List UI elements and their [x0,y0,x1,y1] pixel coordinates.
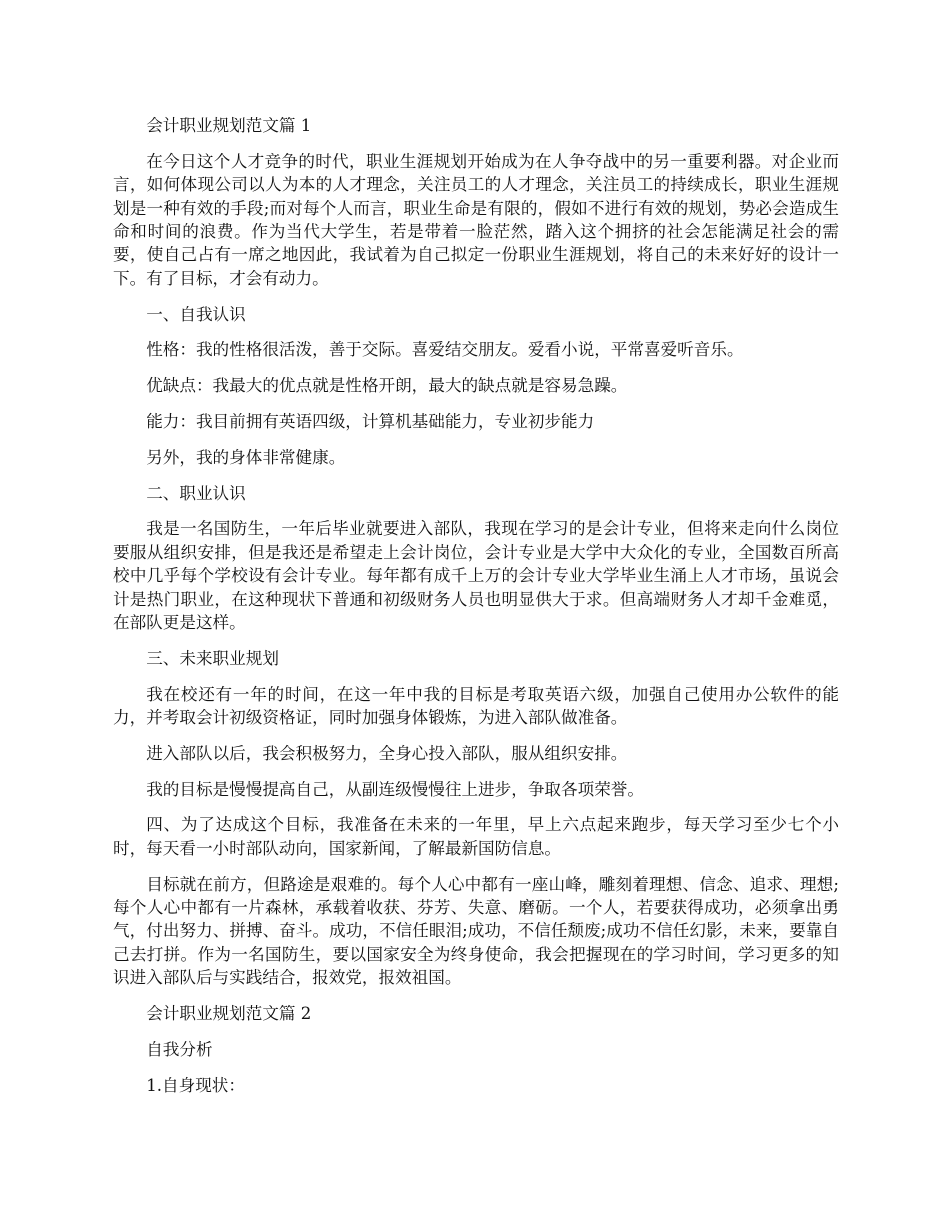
section-title: 会计职业规划范文篇 2 [146,1004,312,1024]
paragraph: 我在校还有一年的时间，在这一年中我的目标是考取英语六级，加强自己使用办公软件的能力，并考取会计初级资格证，同时加强身体锻炼，为进入部队做准备。 [113,684,839,728]
paragraph: 我的目标是慢慢提高自己，从副连级慢慢往上进步，争取各项荣誉。 [146,779,644,799]
paragraph: 四、为了达成这个目标，我准备在未来的一年里，早上六点起来跑步，每天学习至少七个小时，每天看一小时部队动向，国家新闻，了解最新国防信息。 [113,815,839,858]
paragraph: 进入部队以后，我会积极努力，全身心投入部队，服从组织安排。 [146,743,628,763]
document-page [113,114,839,1109]
section-heading: 自我分析 [146,1039,213,1059]
paragraph: 性格：我的性格很活泼，善于交际。喜爱结交朋友。爱看小说，平常喜爱听音乐。 [146,340,744,360]
section-heading: 一、自我认识 [146,304,246,324]
paragraph: 能力：我目前拥有英语四级，计算机基础能力，专业初步能力 [146,412,595,432]
section-heading: 二、职业认识 [146,483,246,503]
paragraph: 优缺点：我最大的优点就是性格开朗，最大的缺点就是容易急躁。 [146,376,628,396]
section-heading: 1.自身现状： [146,1075,245,1095]
paragraph: 目标就在前方，但路途是艰难的。每个人心中都有一座山峰，雕刻着理想、信念、追求、理想;每个人心中都有一片森林，承载着收获、芬芳、失意、磨砺。一个人，若要获得成功，必须拿出勇气，付出努力、拼搏、奋斗。成功，不信任眼泪;成功，不信任颓废;成功不信任幻影，未来，要靠自己去打拼。作为一名国防生，要以国家安全为终身使命，我会把握现在的学习时间，学习更多的知识进入部队后与实践结合，报效党，报效祖国。 [113,874,839,988]
paragraph: 在今日这个人才竞争的时代，职业生涯规划开始成为在人争夺战中的另一重要利器。对企业而言，如何体现公司以人为本的人才理念，关注员工的人才理念，关注员工的持续成长，职业生涯规划是一种有效的手段;而对每个人而言，职业生命是有限的，假如不进行有效的规划，势必会造成生命和时间的浪费。作为当代大学生，若是带着一脸茫然，踏入这个拥挤的社会怎能满足社会的需要，使自己占有一席之地因此，我试着为自己拟定一份职业生涯规划，将自己的未来好好的设计一下。有了目标，才会有动力。 [113,151,839,288]
section-title: 会计职业规划范文篇 1 [146,116,312,135]
paragraph: 我是一名国防生，一年后毕业就要进入部队，我现在学习的是会计专业，但将来走向什么岗位要服从组织安排，但是我还是希望走上会计岗位，会计专业是大学中大众化的专业，全国数百所高校中几乎每个学校设有会计专业。每年都有成千上万的会计专业大学毕业生涌上人才市场，虽说会计是热门职业，在这种现状下普通和初级财务人员也明显供大于求。但高端财务人才却千金难觅，在部队更是这样。 [113,519,839,633]
section-heading: 三、未来职业规划 [146,648,279,668]
paragraph: 另外，我的身体非常健康。 [146,447,346,467]
